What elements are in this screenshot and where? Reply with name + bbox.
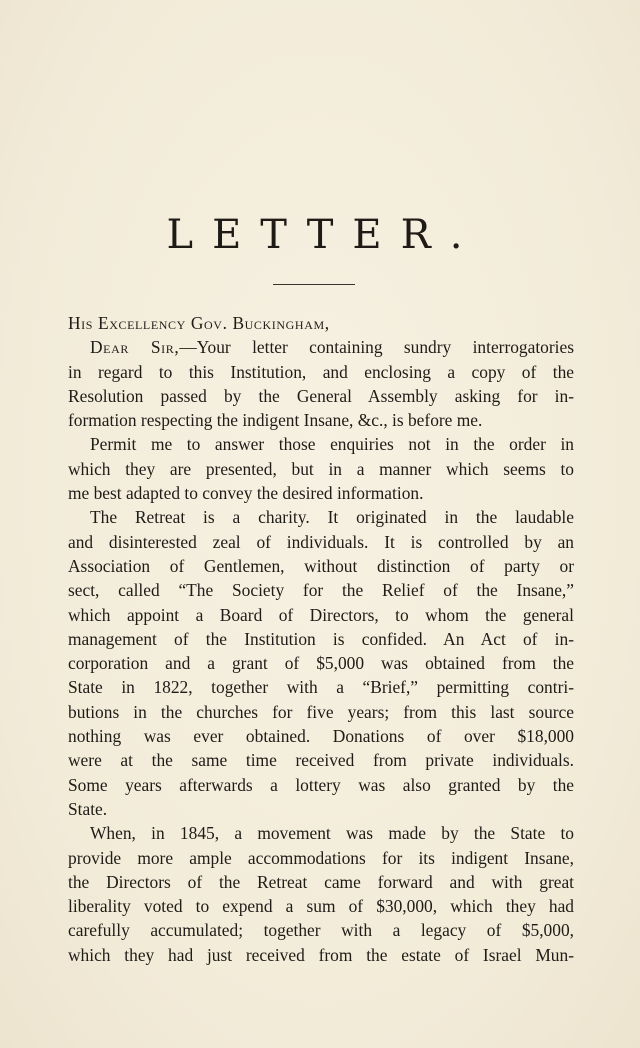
text-line: the Directors of the Retreat came forward and with great <box>68 871 574 892</box>
text-line: liberality voted to expend a sum of $30,000, which they had <box>68 896 574 917</box>
text-line: Permit me to answer those enquiries not in the order in <box>90 434 574 455</box>
text-line: in regard to this Institution, and enclosing a copy of the <box>68 361 574 382</box>
text-line: which appoint a Board of Directors, to whom the general <box>68 604 574 625</box>
addressee-line: His Excellency Gov. Buckingham, <box>68 313 330 333</box>
text-line: Resolution passed by the General Assembly asking for in- <box>68 385 574 406</box>
text-line: butions in the churches for five years; from this last source <box>68 701 574 722</box>
text-line: Association of Gentlemen, without distinction of party or <box>68 555 574 576</box>
title-divider <box>273 284 355 285</box>
text-line: nothing was ever obtained. Donations of over $18,000 <box>68 726 574 747</box>
text-line: carefully accumulated; together with a legacy of $5,000, <box>68 920 574 941</box>
salutation-rest: —Your letter containing sundry interrogatories <box>179 337 574 358</box>
text-line: corporation and a grant of $5,000 was obtained from the <box>68 653 574 674</box>
text-line: which they had just received from the estate of Israel Mun- <box>68 944 574 965</box>
text-line: State in 1822, together with a “Brief,” permitting contri- <box>68 677 574 698</box>
text-line: were at the same time received from private individuals. <box>68 750 574 771</box>
salutation-line <box>68 335 574 359</box>
letter-body <box>68 311 574 967</box>
text-line: When, in 1845, a movement was made by the State to <box>90 823 574 844</box>
salutation-dear: Dear Sir, <box>90 337 180 358</box>
text-line: management of the Institution is confided. An Act of in- <box>68 628 574 649</box>
text-line: and disinterested zeal of individuals. It is controlled by an <box>68 531 574 552</box>
text-line: provide more ample accommodations for its indigent Insane, <box>68 847 574 868</box>
text-line: sect, called “The Society for the Relief of the Insane,” <box>68 580 574 601</box>
page-title: LETTER. <box>166 212 482 258</box>
text-line: Some years afterwards a lottery was also granted by the <box>68 774 574 795</box>
text-line: which they are presented, but in a manner which seems to <box>68 458 574 479</box>
text-line: The Retreat is a charity. It originated in the laudable <box>90 507 574 528</box>
text-line: me best adapted to convey the desired information. <box>68 483 424 504</box>
text-line: formation respecting the indigent Insane, &c., is before me. <box>68 410 483 431</box>
text-line: State. <box>68 798 108 819</box>
